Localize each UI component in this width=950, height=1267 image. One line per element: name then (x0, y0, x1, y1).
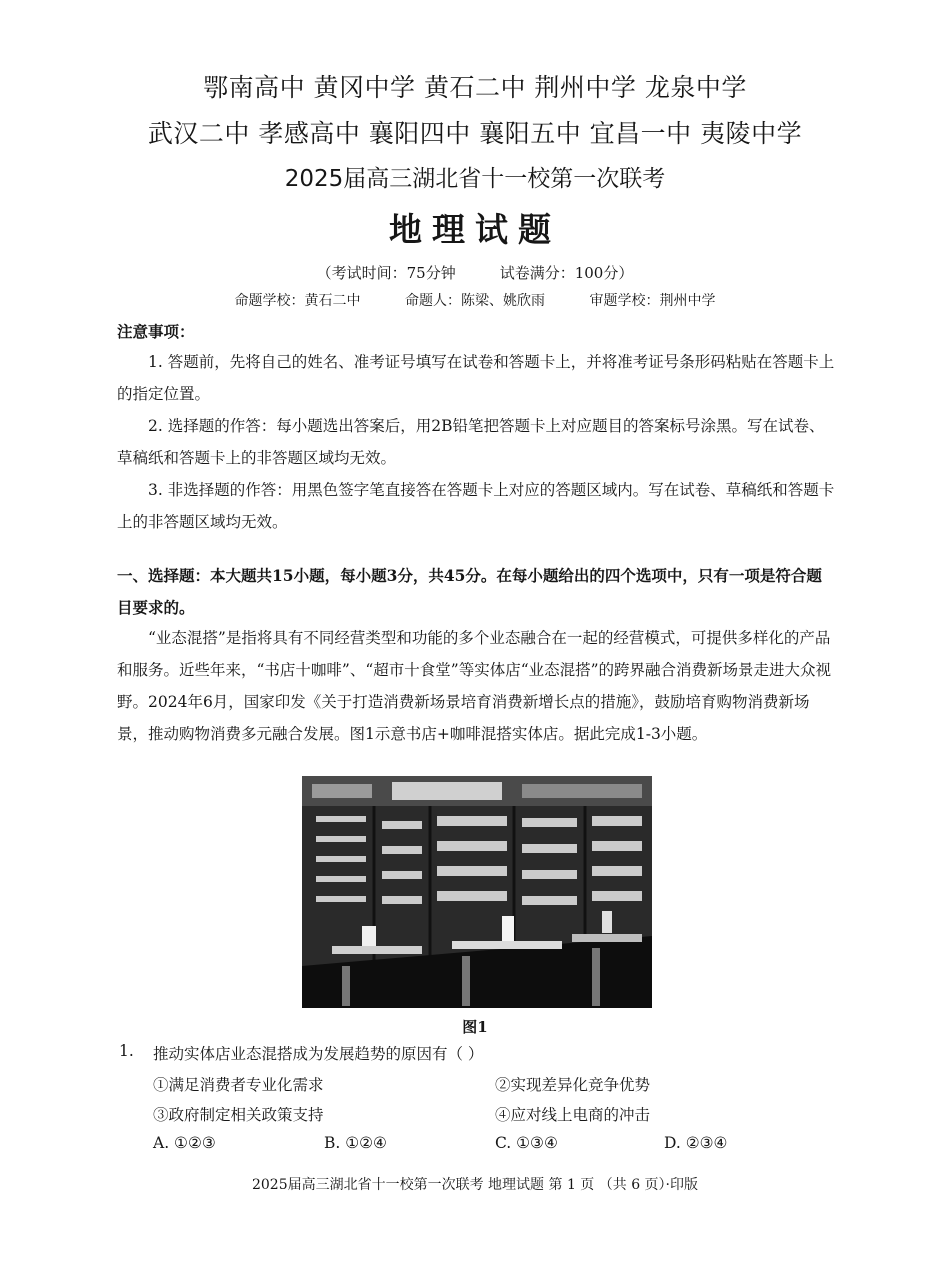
choice-a: A. ①②③ (153, 1134, 216, 1152)
section-heading: 一、选择题：本大题共15小题，每小题3分，共45分。在每小题给出的四个选项中，只有一项是符合题目要求的。 (117, 566, 822, 617)
bookstore-cafe-photo (302, 776, 652, 1008)
question-number: 1. (119, 1042, 134, 1060)
exam-score: 试卷满分：100分） (499, 264, 634, 282)
statement-1: ①满足消费者专业化需求 (153, 1076, 324, 1094)
exam-info (0, 262, 950, 283)
setter-info (0, 290, 950, 310)
page-footer: 2025届高三湖北省十一校第一次联考 地理试题 第 1 页 （共 6 页）·印版 (251, 1177, 699, 1193)
note-2: 2. 选择题的作答：每小题选出答案后，用2B铅笔把答题卡上对应题目的答案标号涂黑。写在试卷、草稿纸和答题卡上的非答题区域均无效。 (117, 417, 825, 467)
exam-title: 2025届高三湖北省十一校第一次联考 (284, 166, 666, 192)
setting-school: 命题学校：黄石二中 (234, 293, 361, 309)
schools-line-2: 武汉二中 孝感高中 襄阳四中 襄阳五中 宜昌一中 夷陵中学 (147, 119, 803, 148)
schools-line-1: 鄂南高中 黄冈中学 黄石二中 荆州中学 龙泉中学 (203, 73, 747, 102)
review-school: 审题学校：荆州中学 (589, 293, 716, 309)
statement-2: ②实现差异化竞争优势 (495, 1076, 651, 1094)
note-1: 1. 答题前，先将自己的姓名、准考证号填写在试卷和答题卡上，并将准考证号条形码粘贴在答题卡上的指定位置。 (117, 353, 835, 403)
bookstore-illustration (302, 776, 652, 1008)
choice-b: B. ①②④ (324, 1134, 387, 1152)
material-intro: “业态混搭”是指将具有不同经营类型和功能的多个业态融合在一起的经营模式，可提供多样化的产品和服务。近些年来，“书店十咖啡”、“超市十食堂”等实体店“业态混搭”的跨界融合消费新场景走进大众视野。2024年6月，国家印发《关于打造消费新场景培育消费新增长点的措施》，鼓励培育购物消费新场景，推动购物消费多元融合发展。图1示意书店+咖啡混搭实体店。据此完成1-3小题。 (117, 629, 832, 743)
question-stem: 推动实体店业态混搭成为发展趋势的原因有（ ） (153, 1045, 484, 1063)
note-3: 3. 非选择题的作答：用黑色签字笔直接答在答题卡上对应的答题区域内。写在试卷、草稿纸和答题卡上的非答题区域均无效。 (117, 481, 835, 531)
statement-4: ④应对线上电商的冲击 (495, 1106, 651, 1124)
subject-title: 地理试题 (389, 210, 561, 249)
choice-d: D. ②③④ (664, 1134, 728, 1152)
exam-time: （考试时间：75分钟 (316, 264, 456, 282)
figure-caption: 图1 (462, 1018, 488, 1036)
statement-3: ③政府制定相关政策支持 (153, 1106, 324, 1124)
setters: 命题人：陈梁、姚欣雨 (405, 293, 545, 309)
choice-c: C. ①③④ (495, 1134, 558, 1152)
notes-heading: 注意事项： (117, 322, 195, 341)
